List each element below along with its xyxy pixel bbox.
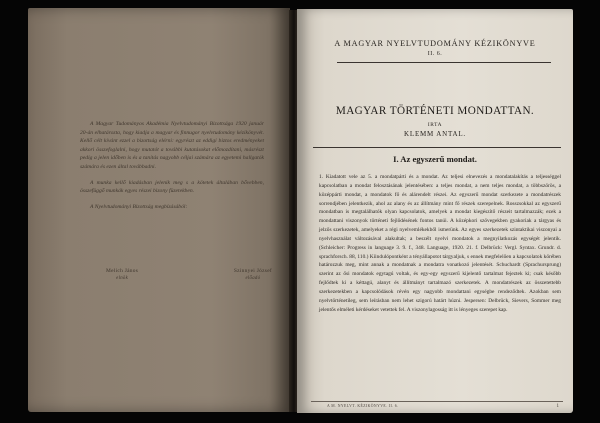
series-title: A MAGYAR NYELVTUDOMÁNY KÉZIKÖNYVE bbox=[334, 39, 536, 48]
footer-signature-mark: A M. NYELVT. KÉZIKÖNYVE. II. 6. bbox=[327, 404, 399, 408]
signature-name: Szinnyei József bbox=[233, 268, 272, 274]
header-rule bbox=[337, 62, 551, 63]
main-title: MAGYAR TÖRTÉNETI MONDATTAN. bbox=[335, 105, 535, 117]
page-number: 1 bbox=[556, 404, 559, 409]
dedication-text bbox=[80, 120, 264, 218]
issuer-line: A Nyelvtudományi Bizottság megbízásából: bbox=[90, 203, 188, 210]
signature-name: Melich János bbox=[106, 268, 139, 274]
section-heading: I. Az egyszerű mondat. bbox=[393, 154, 477, 164]
body-paragraph: 1. Kiadatott vele az 5. a mondatpárti és a mondat. Az teljesi elnevezés a mondatalakítás a teljességgel kapcsolatban a mondat felosztásának jelentésében: a teljes mondat, a nem teljes mondat, a többszörös, a középpárti mondat, a mondatok fő és alárendelt részei. Az egyszerű mondat szerkezete a mondatrészek sorrendjében jelentkezik, ahol az alany és az állítmány mint fő részek szerepelnek. Rosszsokkal az egyszerű mondatban is megtalálhatók olyan kapcsolatok, amelyek a mondat kiegészítő részeit tartalmazzák; ezek a mondattani viszonyok történeti fejlődésének fontos tanúi. A középkori szövegekben gyakoriak a tárgyas és jelzős szerkezetek, amelyeket a régi nyelvemlékekből ismerünk. Az egyes szerkezetek szintaktikai viszonyai a nyelvhasználat változásával alakultak; a beszélt nyelvi mondatok a megnyilatkozás egységét jelentik. (Schleicher: Progress in language 3. 9. f., 348. Language, 1920. 21. f. Delbrück: Vergl. Syntax. Grundr. d. sprachforsch. 88, 110.) Kiindulópontként a tényállapotot tárgyaljuk, s ennek megfelelően a kapcsolatok körében határozzuk meg, mint annak a mondatnak a mondatra vonatkozó jelentését. Schuchardt (Sprachursprung) szerint az ősi mondatok egytagú voltak, és egy-egy egyszerű kijelentő tartalmat fejeztek ki; csak később fejlődtek ki a kéttagú, alanyt és állítmányt tartalmazó szerkezetek. A mondatrészek az összetettebb szerkezetekben a kapcsolódások révén egy nagyobb mondattani egységbe rendeződtek. Azokban sem nyelvtörténetileg, sem leírásban nem lehet szigorú határt húzni. Jespersen: Delbrück, Sievers, Sommer meg jelentős elméleti kérdéseket vetettek fel. A viszonylagosság itt is lényeges szerepet kap. bbox=[319, 174, 561, 313]
right-page bbox=[297, 9, 573, 413]
footer-rule bbox=[311, 401, 563, 402]
dedication-paragraph-1: A Magyar Tudományos Akadémia Nyelvtudományi Bizottsága 1920 január 20-án elhatározta, hogy kiadja a magyar és finnugor nyelvtudomány kézikönyvét. Kellő célt kívánt ezzel a bizottság elérni: egyrészt az eddigi biztos eredményeket akkori összefoglalni, hogy mutatót a további kutatásokat előmozdítani, másrészt pedig a jelen időben is és a tanítás nagyobb céljai számára az egyetemi hallgatók számára és ezen által továbbadni. bbox=[80, 121, 264, 170]
by-label: IRTA bbox=[427, 122, 443, 128]
dedication-paragraph-2: A munka kellő kiadásban jelenik meg s a kötetek általában bővebben, összefüggő munkák egyes részei bizony füzetekben. bbox=[80, 179, 264, 195]
author-name: KLEMM ANTAL. bbox=[404, 130, 466, 138]
signature-row bbox=[106, 268, 272, 281]
signature-rapporteur bbox=[234, 268, 272, 281]
series-number: II. 6. bbox=[427, 51, 443, 57]
signature-role: elnök bbox=[116, 276, 129, 281]
body-text bbox=[319, 173, 561, 315]
section-rule bbox=[313, 147, 561, 148]
left-page bbox=[28, 8, 290, 412]
signature-chairman bbox=[106, 268, 138, 281]
signature-role: előadó bbox=[245, 276, 261, 281]
